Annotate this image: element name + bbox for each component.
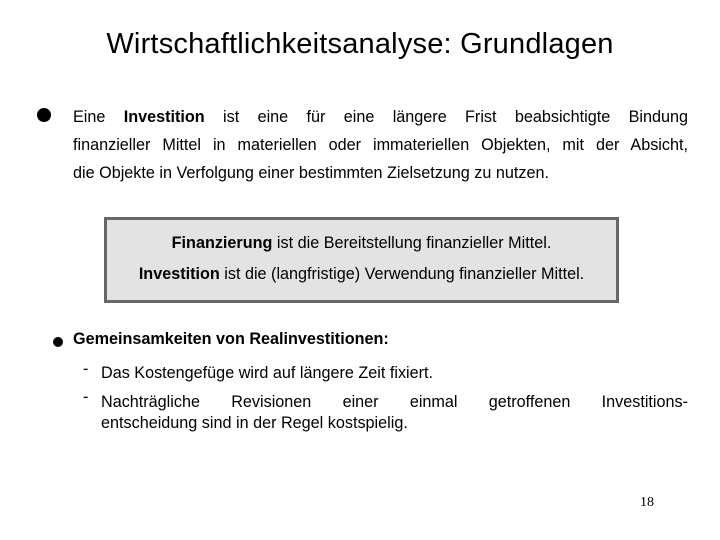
bullet-dot bbox=[37, 108, 51, 122]
commonality-item-1: Das Kostengefüge wird auf längere Zeit fixiert. bbox=[101, 364, 434, 382]
page-number: 18 bbox=[640, 495, 654, 510]
investition-definition-paragraph bbox=[73, 103, 688, 187]
definition-text: ist die Bereitstellung finanzieller Mittel. bbox=[276, 234, 552, 252]
dash-marker: - bbox=[83, 388, 89, 406]
slide-title: Wirtschaftlichkeitsanalyse: Grundlagen bbox=[106, 28, 614, 60]
term-investition: Investition bbox=[138, 265, 220, 283]
dash-marker: - bbox=[83, 360, 89, 378]
bullet-dot bbox=[53, 337, 63, 347]
item-line-2: entscheidung sind in der Regel kostspielig. bbox=[101, 414, 408, 432]
paragraph-text: ist eine für eine längere Frist beabsichtigte Bindung bbox=[223, 108, 688, 126]
paragraph-line-2: finanzieller Mittel in materiellen oder immateriellen Objekten, mit der Absicht, bbox=[73, 136, 688, 154]
paragraph-line-3: die Objekte in Verfolgung einer bestimmten Zielsetzung zu nutzen. bbox=[73, 164, 550, 182]
definition-box bbox=[104, 217, 619, 303]
term-finanzierung: Finanzierung bbox=[171, 234, 273, 252]
commonalities-heading: Gemeinsamkeiten von Realinvestitionen: bbox=[73, 330, 389, 348]
term-investition: Investition bbox=[123, 108, 205, 126]
paragraph-line-1 bbox=[73, 103, 688, 131]
definition-finanzierung bbox=[107, 234, 616, 253]
commonality-item-2 bbox=[101, 392, 688, 434]
paragraph-text: Eine bbox=[73, 108, 106, 126]
item-line-1: Nachträgliche Revisionen einer einmal getroffenen Investitions- bbox=[101, 393, 688, 411]
definition-text: ist die (langfristige) Verwendung finanzieller Mittel. bbox=[224, 265, 585, 283]
definition-investition bbox=[107, 265, 616, 284]
